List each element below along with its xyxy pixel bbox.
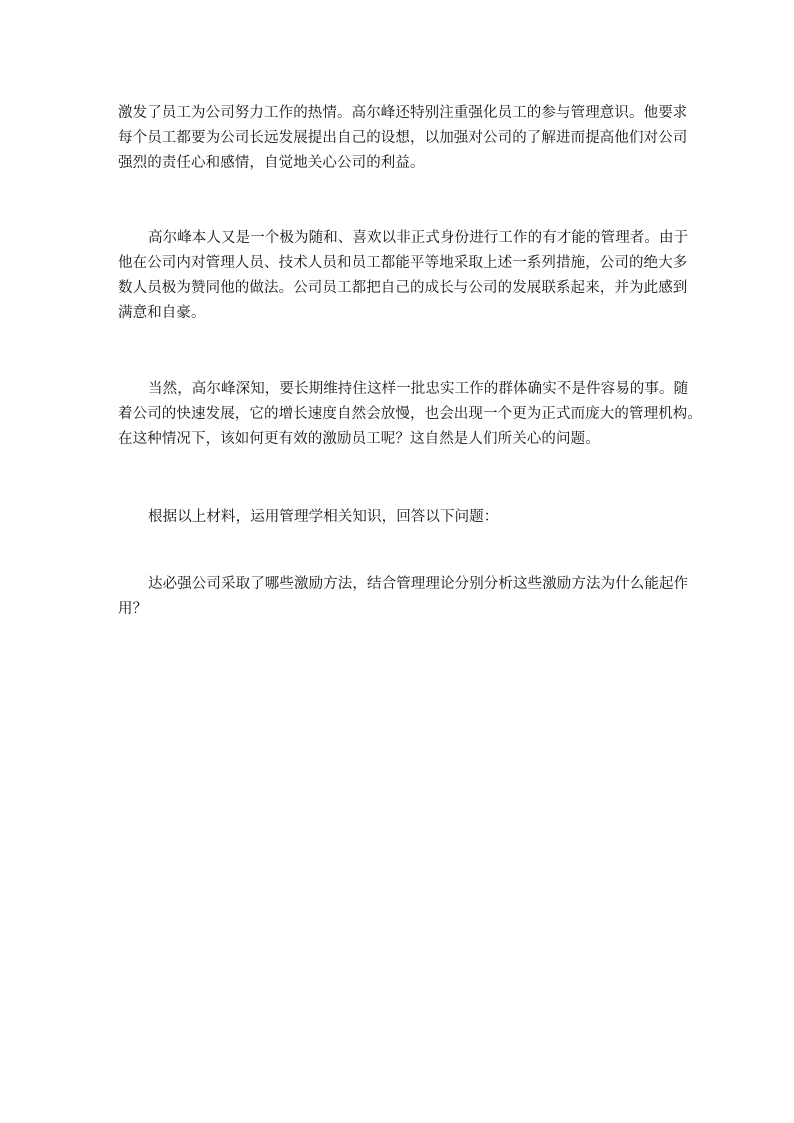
paragraph-line: 着公司的快速发展，它的增长速度自然会放慢，也会出现一个更为正式而庞大的管理机构。 (118, 406, 702, 422)
paragraph-question (118, 572, 689, 622)
paragraph-line: 强烈的责任心和感情，自觉地关心公司的利益。 (118, 155, 425, 171)
paragraph-manager-style (118, 226, 689, 326)
paragraph-line: 在这种情况下，该如何更有效的激励员工呢？这自然是人们所关心的问题。 (118, 431, 600, 447)
paragraph-line: 用？ (118, 601, 148, 617)
paragraph-line: 达必强公司采取了哪些激励方法，结合管理理论分别分析这些激励方法为什么能起作 (148, 576, 689, 592)
paragraph-line: 他在公司内对管理人员、技术人员和员工都能平等地采取上述一系列措施，公司的绝大多 (118, 255, 688, 271)
paragraph-line: 高尔峰本人又是一个极为随和、喜欢以非正式身份进行工作的有才能的管理者。由于 (148, 230, 689, 246)
paragraph-instruction (118, 505, 678, 530)
paragraph-line: 数人员极为赞同他的做法。公司员工都把自己的成长与公司的发展联系起来，并为此感到 (118, 280, 688, 296)
paragraph-line: 根据以上材料，运用管理学相关知识，回答以下问题： (148, 509, 499, 525)
paragraph-employee-enthusiasm (118, 101, 688, 176)
paragraph-line: 满意和自豪。 (118, 305, 206, 321)
paragraph-future-challenge (118, 377, 702, 452)
paragraph-line: 每个员工都要为公司长远发展提出自己的设想，以加强对公司的了解进而提高他们对公司 (118, 130, 688, 146)
paragraph-line: 激发了员工为公司努力工作的热情。高尔峰还特别注重强化员工的参与管理意识。他要求 (118, 105, 688, 121)
paragraph-line: 当然，高尔峰深知，要长期维持住这样一批忠实工作的群体确实不是件容易的事。随 (148, 381, 689, 397)
